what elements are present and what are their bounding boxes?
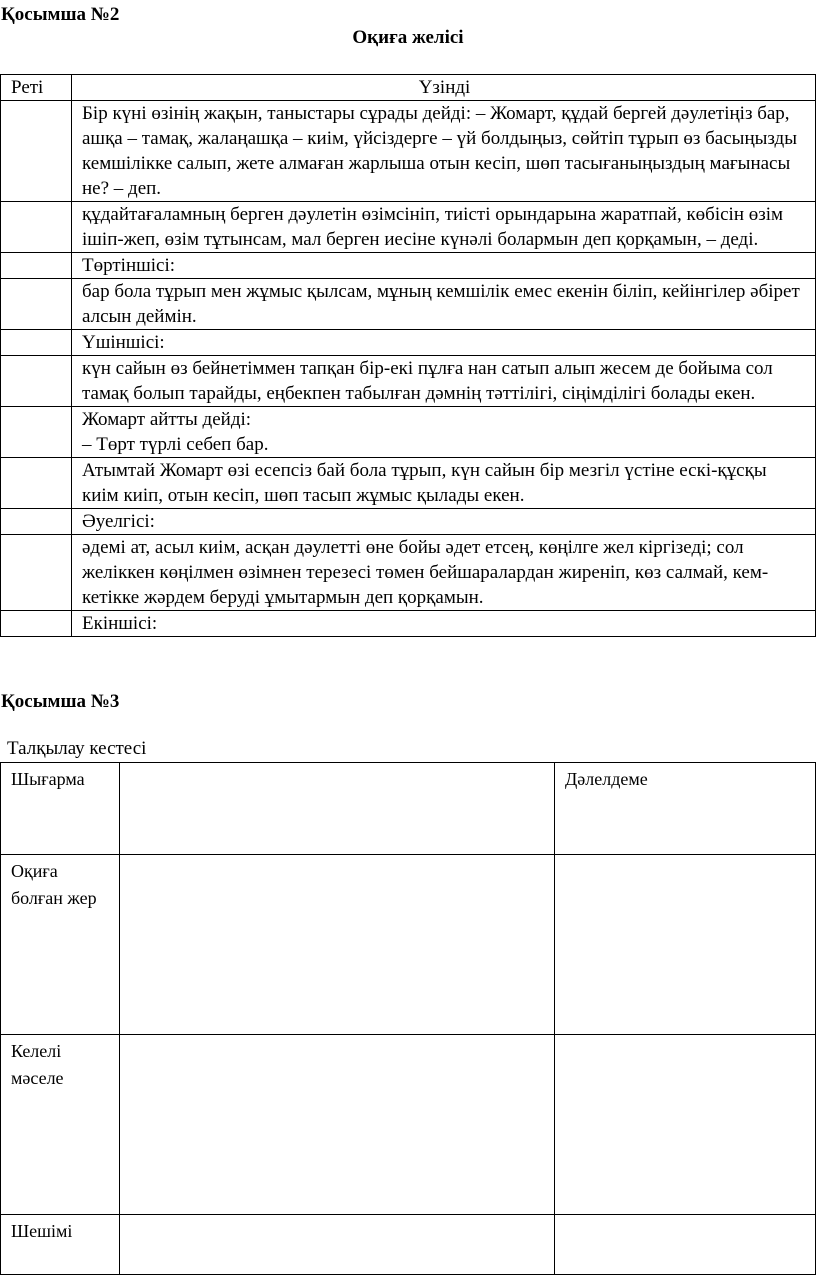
empty-cell (555, 1035, 816, 1215)
row-label-cell: Шығарма (1, 763, 120, 855)
column-header-evidence: Дәлелдеме (555, 763, 816, 855)
excerpt-cell: Атымтай Жомарт өзі есепсіз бай бола тұрып, күн сайын бір мезгіл үстіне ескі-құсқы киім киіп, отын кесіп, шөп тасып жұмыс қылады екен. (72, 458, 816, 509)
table-row (1, 855, 816, 1035)
empty-cell (120, 855, 555, 1035)
appendix-3-heading: Қосымша №3 (1, 691, 120, 712)
appendix-2-heading: Қосымша №2 (1, 4, 120, 25)
order-cell (1, 101, 72, 202)
excerpt-cell: Төртіншісі: (72, 253, 816, 279)
order-cell (1, 535, 72, 611)
excerpt-cell: күн сайын өз бейнетіммен тапқан бір-екі пұлға нан сатып алып жесем де бойыма сол тамақ болып тарайды, еңбекпен табылған дәмнің тәттілігі, сіңімділігі болады екен. (72, 356, 816, 407)
excerpt-cell: Үшіншісі: (72, 330, 816, 356)
table-row (1, 1035, 816, 1215)
empty-cell (555, 1215, 816, 1275)
order-cell (1, 509, 72, 535)
order-cell (1, 330, 72, 356)
plot-line-title: Оқиға желісі (352, 27, 464, 48)
empty-cell (120, 763, 555, 855)
table-row (1, 407, 816, 458)
empty-cell (555, 855, 816, 1035)
column-header-order: Реті (1, 75, 72, 101)
table-row (1, 202, 816, 253)
table-row (1, 279, 816, 330)
order-cell (1, 458, 72, 509)
table-row (1, 101, 816, 202)
order-cell (1, 202, 72, 253)
order-cell (1, 611, 72, 637)
table-row (1, 458, 816, 509)
table-row (1, 253, 816, 279)
discussion-table-caption: Талқылау кестесі (7, 738, 147, 759)
excerpt-cell: Бір күні өзінің жақын, таныстары сұрады дейді: – Жомарт, құдай бергей дәулетіңіз бар, ашқа – тамақ, жалаңашқа – киім, үйсіздерге – үй болдыңыз, сөйтіп тұрып өз басыңызды кемшілікке салып, жете алмаған жарлыша отын кесіп, шөп тасығаныңыздың мағынасы не? – деп. (72, 101, 816, 202)
column-header-excerpt: Үзінді (72, 75, 816, 101)
excerpt-cell: Екіншісі: (72, 611, 816, 637)
excerpt-cell: бар бола тұрып мен жұмыс қылсам, мұның кемшілік емес екенін біліп, кейінгілер әбірет алсын деймін. (72, 279, 816, 330)
table-row (1, 611, 816, 637)
plot-line-table (0, 74, 816, 637)
order-cell (1, 407, 72, 458)
table-row (1, 1215, 816, 1275)
discussion-table (0, 762, 816, 1275)
table-row (1, 535, 816, 611)
table-row (1, 763, 816, 855)
empty-cell (120, 1035, 555, 1215)
order-cell (1, 253, 72, 279)
row-label-cell: Оқиға болған жер (1, 855, 120, 1035)
table-row (1, 356, 816, 407)
table-header-row (1, 75, 816, 101)
table-row (1, 509, 816, 535)
row-label-cell: Шешімі (1, 1215, 120, 1275)
excerpt-cell: әдемі ат, асыл киім, асқан дәулетті өне бойы әдет етсең, көңілге жел кіргізеді; сол желіккен көңілмен өзімнен терезесі төмен бейшаралардан жиреніп, көз салмай, кем-кетікке жәрдем беруді ұмытармын деп қорқамын. (72, 535, 816, 611)
excerpt-cell: Жомарт айтты дейді: – Төрт түрлі себеп бар. (72, 407, 816, 458)
order-cell (1, 279, 72, 330)
row-label-cell: Келелі мәселе (1, 1035, 120, 1215)
order-cell (1, 356, 72, 407)
table-row (1, 330, 816, 356)
excerpt-cell: құдайтағаламның берген дәулетін өзімсініп, тиісті орындарына жаратпай, көбісін өзім ішіп-жеп, өзім тұтынсам, мал берген иесіне күнәлі болармын деп қорқамын, – деді. (72, 202, 816, 253)
empty-cell (120, 1215, 555, 1275)
excerpt-cell: Әуелгісі: (72, 509, 816, 535)
